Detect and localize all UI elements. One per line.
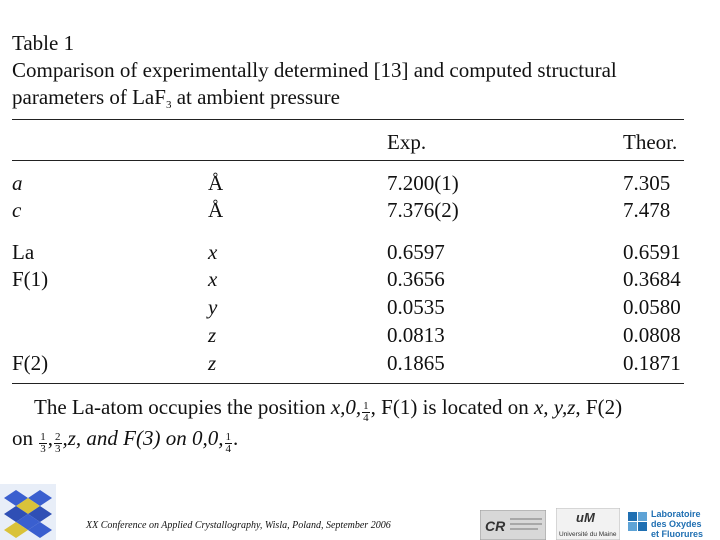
caption-line-1: Comparison of experimentally determined [13] and computed structural (12, 58, 617, 82)
conference-footer: XX Conference on Applied Crystallography, Wisla, Poland, September 2006 (86, 520, 391, 531)
fraction-third (39, 432, 47, 455)
fraction-numerator: 1 (225, 431, 231, 443)
fraction-denominator: 3 (40, 443, 46, 455)
cell-theor: 0.0808 (623, 323, 681, 347)
fraction-numerator: 1 (363, 400, 369, 412)
footnote-text: on (12, 426, 39, 450)
footnote-line-1 (12, 393, 692, 424)
cell-exp: 7.376(2) (387, 198, 459, 222)
cell-theor: 0.3684 (623, 267, 681, 291)
cell-exp: 0.6597 (387, 240, 445, 264)
caption-line-2-suffix: at ambient pressure (171, 85, 340, 109)
table-footnote (12, 393, 692, 455)
fraction-denominator: 4 (225, 443, 231, 455)
footnote-text: . (233, 426, 239, 450)
footnote-text: , F(2) (575, 395, 623, 419)
table-number: Table 1 (12, 31, 75, 55)
svg-text:et Fluorures: et Fluorures (651, 529, 704, 539)
header-theor: Theor. (623, 130, 678, 154)
fraction-denominator: 3 (55, 443, 61, 455)
caption-line-2-text: parameters of LaF (12, 85, 166, 109)
table-caption (12, 30, 617, 119)
cell-theor: 7.305 (623, 171, 671, 195)
footnote-line-2: on $\frac{1}{3}$ , $\frac{2}{3}$ ,z, and F(3) on 0,0, $\frac{1}{4}$ . (12, 426, 239, 455)
fraction-quarter (225, 432, 233, 455)
svg-text:uM: uM (576, 510, 595, 525)
table-top-rule (12, 119, 684, 120)
cell-exp: 0.0535 (387, 295, 445, 319)
table-bottom-rule (12, 383, 684, 384)
fraction-two-thirds (54, 432, 62, 455)
row-param: Å (208, 171, 224, 195)
row-param: x (208, 240, 218, 264)
row-label: F(2) (12, 351, 49, 375)
footnote-position: x,0, (330, 395, 362, 419)
row-param: z (208, 323, 217, 347)
row-label: a (12, 171, 23, 195)
footnote-text: , F(1) is located on (370, 395, 534, 419)
fraction-denominator: 4 (363, 412, 369, 424)
row-label: c (12, 198, 22, 222)
row-param: z (208, 351, 217, 375)
institute-logo (480, 510, 546, 540)
fraction-quarter (362, 401, 370, 424)
row-label: La (12, 240, 35, 264)
row-label: F(1) (12, 267, 49, 291)
row-param: Å (208, 198, 224, 222)
cell-theor: 0.0580 (623, 295, 681, 319)
cell-exp: 7.200(1) (387, 171, 459, 195)
fraction-numerator: 2 (55, 431, 61, 443)
svg-text:Laboratoire: Laboratoire (651, 509, 701, 519)
cell-theor: 0.6591 (623, 240, 681, 264)
row-param: x (208, 267, 218, 291)
universite-du-maine-logo (556, 508, 620, 540)
caption-subscript: 3 (165, 99, 172, 111)
cell-theor: 0.1871 (623, 351, 681, 375)
cell-exp: 0.3656 (387, 267, 445, 291)
cell-theor: 7.478 (623, 198, 671, 222)
svg-text:CR: CR (485, 518, 506, 534)
footnote-text: ,z, and F(3) on 0,0, (62, 426, 224, 450)
header-exp: Exp. (387, 130, 427, 154)
laboratoire-oxydes-fluorures-logo (626, 506, 720, 540)
fraction-numerator: 1 (40, 431, 46, 443)
row-param: y (208, 295, 218, 319)
svg-text:Université du Maine: Université du Maine (559, 531, 617, 538)
footnote-text: The La-atom occupies the position (34, 395, 331, 419)
table-header-rule (12, 160, 684, 161)
footnote-position: x, y,z (533, 395, 576, 419)
svg-text:des Oxydes: des Oxydes (651, 519, 702, 529)
crystal-structure-logo (0, 484, 56, 540)
caption-line-2 (12, 84, 617, 119)
cell-exp: 0.0813 (387, 323, 445, 347)
cell-exp: 0.1865 (387, 351, 445, 375)
